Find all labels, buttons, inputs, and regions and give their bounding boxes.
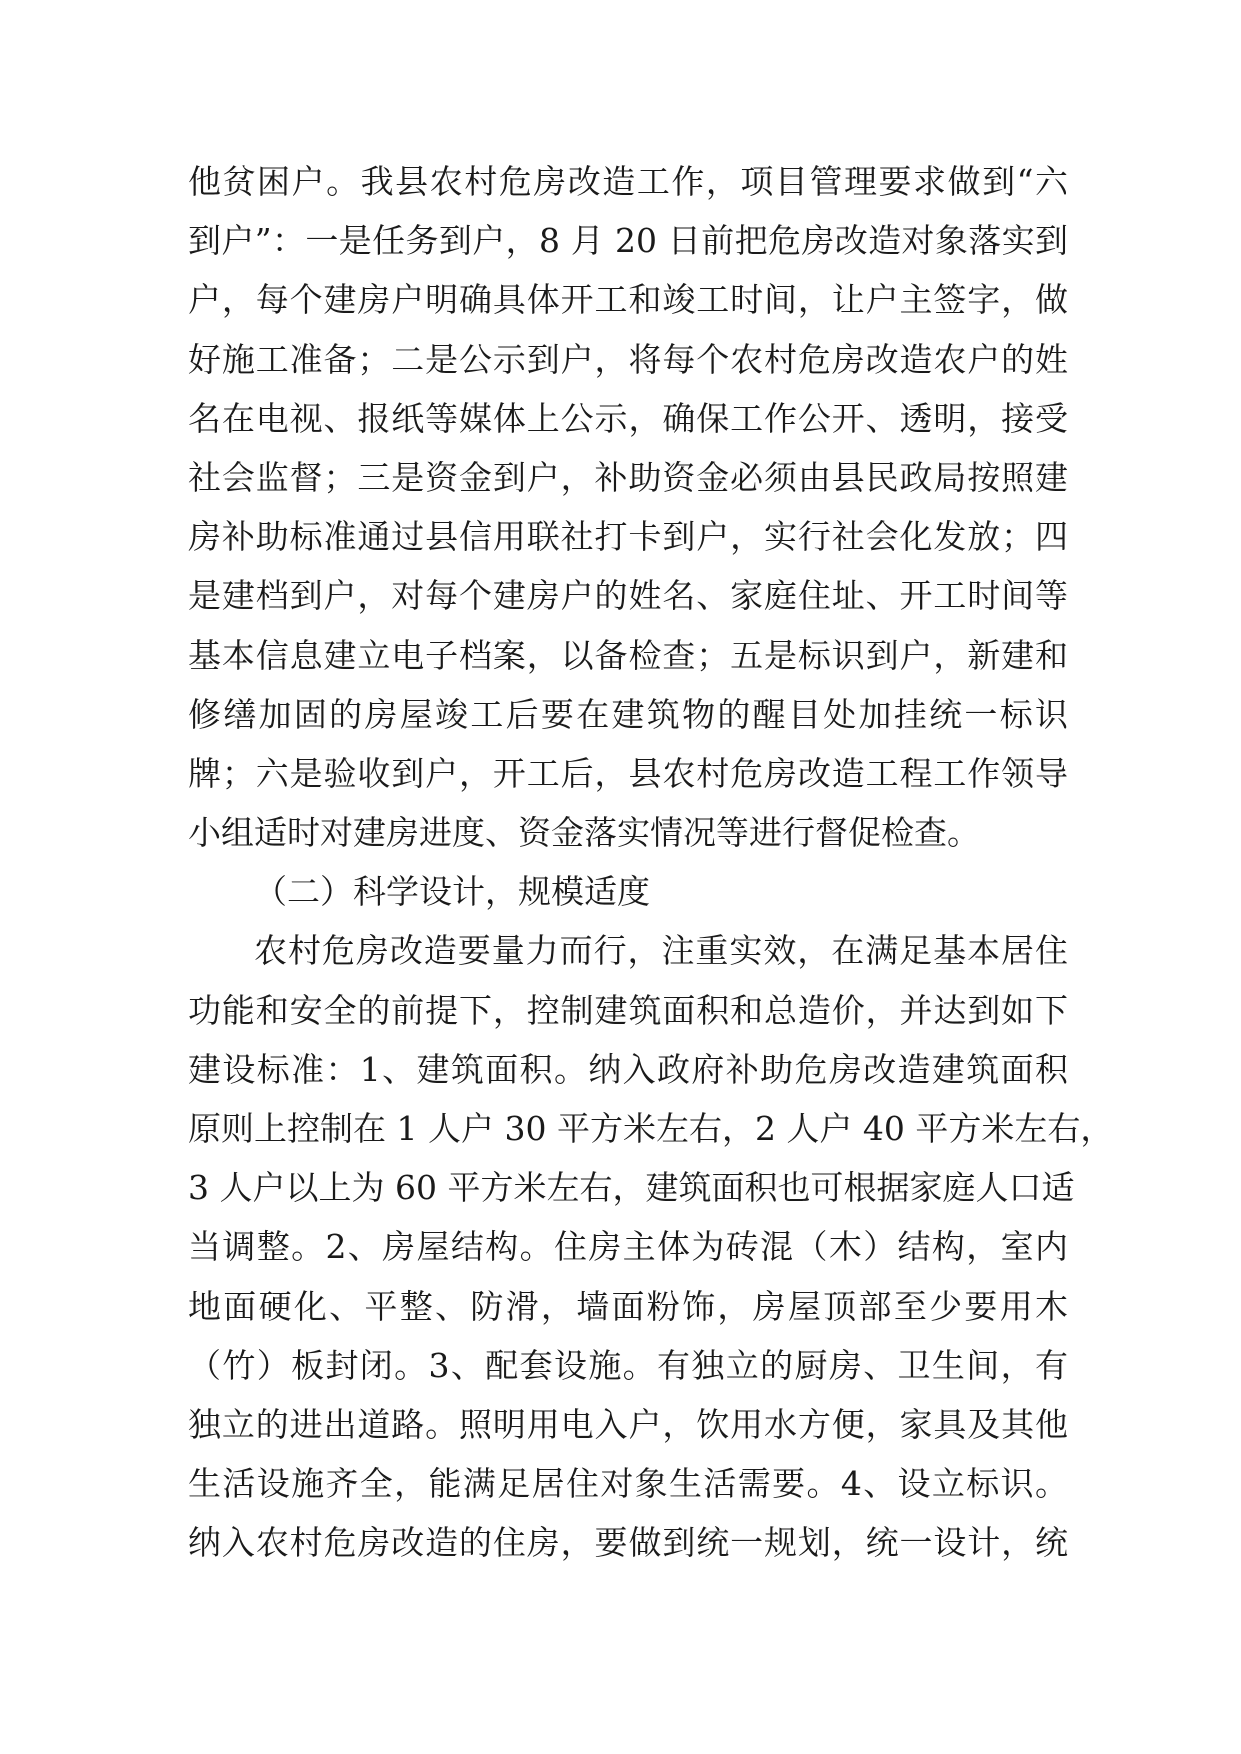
text-line: 纳入农村危房改造的住房，要做到统一规划，统一设计，统 [188,1523,1068,1563]
text-line: 功能和安全的前提下，控制建筑面积和总造价，并达到如下 [188,990,1068,1030]
text-line: 修缮加固的房屋竣工后要在建筑物的醒目处加挂统一标识 [188,694,1068,734]
text-line: 名在电视、报纸等媒体上公示，确保工作公开、透明，接受 [188,398,1068,438]
text-line: 地面硬化、平整、防滑，墙面粉饰，房屋顶部至少要用木 [188,1286,1068,1326]
text-line: 社会监督；三是资金到户，补助资金必须由县民政局按照建 [188,457,1068,497]
text-line: 是建档到户，对每个建房户的姓名、家庭住址、开工时间等 [188,576,1068,616]
text-line: 到户”：一是任务到户，8 月 20 日前把危房改造对象落实到 [188,221,1068,261]
text-line: 牌；六是验收到户，开工后，县农村危房改造工程工作领导 [188,753,1068,793]
text-line: 农村危房改造要量力而行，注重实效，在满足基本居住 [254,931,1068,971]
text-line: 3 人户以上为 60 平方米左右，建筑面积也可根据家庭人口适 [188,1168,1075,1208]
paragraph-construction-standards [188,921,1114,1572]
text-line: 基本信息建立电子档案，以备检查；五是标识到户，新建和 [188,635,1068,675]
text-line: 户，每个建房户明确具体开工和竣工时间，让户主签字，做 [188,280,1068,320]
section-heading: （二）科学设计，规模适度 [254,872,650,912]
paragraph-project-management [188,152,1068,862]
text-line: 房补助标准通过县信用联社打卡到户，实行社会化发放；四 [188,517,1068,557]
text-line: 独立的进出道路。照明用电入户，饮用水方便，家具及其他 [188,1404,1068,1444]
document-body [188,152,1114,1573]
text-line: 生活设施齐全，能满足居住对象生活需要。4、设立标识。 [188,1464,1068,1504]
text-line: （竹）板封闭。3、配套设施。有独立的厨房、卫生间，有 [188,1345,1068,1385]
text-line: 他贫困户。我县农村危房改造工作，项目管理要求做到“六 [188,162,1068,201]
text-line: 好施工准备；二是公示到户，将每个农村危房改造农户的姓 [188,339,1068,379]
text-line: 小组适时对建房进度、资金落实情况等进行督促检查。 [188,813,980,853]
text-line: 原则上控制在 1 人户 30 平方米左右，2 人户 40 平方米左右， [188,1109,1114,1148]
text-line: 建设标准：1、建筑面积。纳入政府补助危房改造建筑面积 [188,1049,1068,1089]
text-line: 当调整。2、房屋结构。住房主体为砖混（木）结构，室内 [188,1227,1068,1267]
